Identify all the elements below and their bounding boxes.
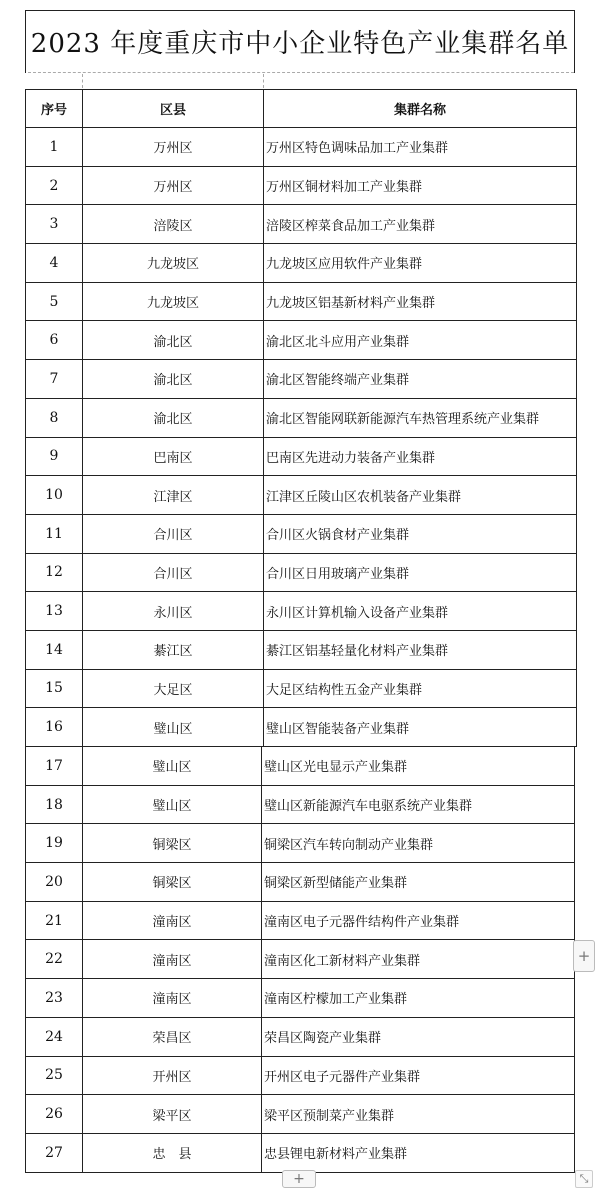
table-row <box>26 708 577 747</box>
row-cluster-name: 合川区火锅食材产业集群 <box>264 514 577 553</box>
row-cluster-name: 万州区特色调味品加工产业集群 <box>264 128 577 167</box>
row-index: 6 <box>26 321 83 360</box>
row-cluster-name: 綦江区铝基轻量化材料产业集群 <box>264 630 577 669</box>
page-title: 2023 年度重庆市中小企业特色产业集群名单 <box>30 29 570 59</box>
header-district: 区县 <box>83 90 264 128</box>
row-cluster-name: 渝北区智能终端产业集群 <box>264 360 577 399</box>
row-index: 25 <box>26 1056 83 1095</box>
row-index: 7 <box>26 360 83 399</box>
row-cluster-name: 九龙坡区铝基新材料产业集群 <box>264 282 577 321</box>
table-row <box>26 669 577 708</box>
row-district: 九龙坡区 <box>83 244 264 283</box>
row-index: 11 <box>26 514 83 553</box>
row-index: 17 <box>26 747 83 786</box>
row-district: 璧山区 <box>83 785 262 824</box>
column-guide <box>82 74 83 88</box>
row-district: 渝北区 <box>83 398 264 437</box>
row-cluster-name: 璧山区光电显示产业集群 <box>262 747 575 786</box>
row-district: 铜梁区 <box>83 824 262 863</box>
table-row <box>26 360 577 399</box>
row-cluster-name: 大足区结构性五金产业集群 <box>264 669 577 708</box>
row-district: 璧山区 <box>83 708 264 747</box>
table-row <box>26 1133 575 1172</box>
table-row <box>26 747 575 786</box>
table-row <box>26 1056 575 1095</box>
row-cluster-name: 潼南区电子元器件结构件产业集群 <box>262 901 575 940</box>
row-index: 16 <box>26 708 83 747</box>
row-district: 合川区 <box>83 553 264 592</box>
row-cluster-name: 永川区计算机输入设备产业集群 <box>264 592 577 631</box>
cluster-table-continued <box>25 746 575 1173</box>
row-index: 9 <box>26 437 83 476</box>
row-index: 19 <box>26 824 83 863</box>
cluster-table <box>25 89 577 747</box>
row-index: 3 <box>26 205 83 244</box>
table-row <box>26 205 577 244</box>
row-cluster-name: 合川区日用玻璃产业集群 <box>264 553 577 592</box>
row-index: 13 <box>26 592 83 631</box>
row-index: 5 <box>26 282 83 321</box>
header-index: 序号 <box>26 90 83 128</box>
row-district: 江津区 <box>83 476 264 515</box>
row-cluster-name: 巴南区先进动力装备产业集群 <box>264 437 577 476</box>
row-cluster-name: 梁平区预制菜产业集群 <box>262 1095 575 1134</box>
table-row <box>26 785 575 824</box>
row-district: 万州区 <box>83 166 264 205</box>
row-index: 27 <box>26 1133 83 1172</box>
row-index: 15 <box>26 669 83 708</box>
row-district: 潼南区 <box>83 901 262 940</box>
row-index: 18 <box>26 785 83 824</box>
row-cluster-name: 璧山区新能源汽车电驱系统产业集群 <box>262 785 575 824</box>
table-row <box>26 398 577 437</box>
row-index: 20 <box>26 863 83 902</box>
add-column-button[interactable]: + <box>573 940 595 972</box>
row-cluster-name: 万州区铜材料加工产业集群 <box>264 166 577 205</box>
row-cluster-name: 九龙坡区应用软件产业集群 <box>264 244 577 283</box>
row-cluster-name: 开州区电子元器件产业集群 <box>262 1056 575 1095</box>
table-row <box>26 244 577 283</box>
add-row-button[interactable]: + <box>282 1170 316 1188</box>
table-row <box>26 940 575 979</box>
row-district: 大足区 <box>83 669 264 708</box>
row-district: 涪陵区 <box>83 205 264 244</box>
row-cluster-name: 忠县锂电新材料产业集群 <box>262 1133 575 1172</box>
row-cluster-name: 荣昌区陶瓷产业集群 <box>262 1017 575 1056</box>
row-district: 忠 县 <box>83 1133 262 1172</box>
row-index: 14 <box>26 630 83 669</box>
row-cluster-name: 渝北区北斗应用产业集群 <box>264 321 577 360</box>
column-guide <box>263 74 264 88</box>
row-district: 荣昌区 <box>83 1017 262 1056</box>
row-index: 10 <box>26 476 83 515</box>
table-row <box>26 1095 575 1134</box>
row-index: 4 <box>26 244 83 283</box>
table-row <box>26 166 577 205</box>
title-box <box>25 10 575 73</box>
row-index: 24 <box>26 1017 83 1056</box>
row-district: 潼南区 <box>83 940 262 979</box>
row-index: 2 <box>26 166 83 205</box>
table-row <box>26 592 577 631</box>
resize-handle-icon[interactable]: ⤡ <box>575 1170 593 1188</box>
row-index: 22 <box>26 940 83 979</box>
table-row <box>26 476 577 515</box>
table-row <box>26 824 575 863</box>
table-row <box>26 1017 575 1056</box>
row-district: 巴南区 <box>83 437 264 476</box>
table-row <box>26 863 575 902</box>
row-cluster-name: 潼南区化工新材料产业集群 <box>262 940 575 979</box>
table-row <box>26 553 577 592</box>
row-district: 开州区 <box>83 1056 262 1095</box>
row-index: 26 <box>26 1095 83 1134</box>
row-district: 渝北区 <box>83 360 264 399</box>
row-index: 21 <box>26 901 83 940</box>
row-cluster-name: 璧山区智能装备产业集群 <box>264 708 577 747</box>
row-district: 合川区 <box>83 514 264 553</box>
table-row <box>26 514 577 553</box>
row-index: 1 <box>26 128 83 167</box>
row-index: 23 <box>26 979 83 1018</box>
row-index: 8 <box>26 398 83 437</box>
row-district: 铜梁区 <box>83 863 262 902</box>
row-cluster-name: 铜梁区新型储能产业集群 <box>262 863 575 902</box>
table-row <box>26 282 577 321</box>
row-district: 永川区 <box>83 592 264 631</box>
row-district: 万州区 <box>83 128 264 167</box>
table-row <box>26 321 577 360</box>
row-district: 九龙坡区 <box>83 282 264 321</box>
row-district: 梁平区 <box>83 1095 262 1134</box>
row-cluster-name: 铜梁区汽车转向制动产业集群 <box>262 824 575 863</box>
row-cluster-name: 涪陵区榨菜食品加工产业集群 <box>264 205 577 244</box>
row-cluster-name: 渝北区智能网联新能源汽车热管理系统产业集群 <box>264 398 577 437</box>
title-divider <box>28 72 574 73</box>
table-row <box>26 437 577 476</box>
row-district: 璧山区 <box>83 747 262 786</box>
row-district: 渝北区 <box>83 321 264 360</box>
table-row <box>26 901 575 940</box>
row-district: 綦江区 <box>83 630 264 669</box>
row-cluster-name: 江津区丘陵山区农机装备产业集群 <box>264 476 577 515</box>
row-cluster-name: 潼南区柠檬加工产业集群 <box>262 979 575 1018</box>
table-row <box>26 630 577 669</box>
table-row <box>26 128 577 167</box>
table-row <box>26 979 575 1018</box>
header-cluster: 集群名称 <box>264 90 577 128</box>
row-district: 潼南区 <box>83 979 262 1018</box>
row-index: 12 <box>26 553 83 592</box>
